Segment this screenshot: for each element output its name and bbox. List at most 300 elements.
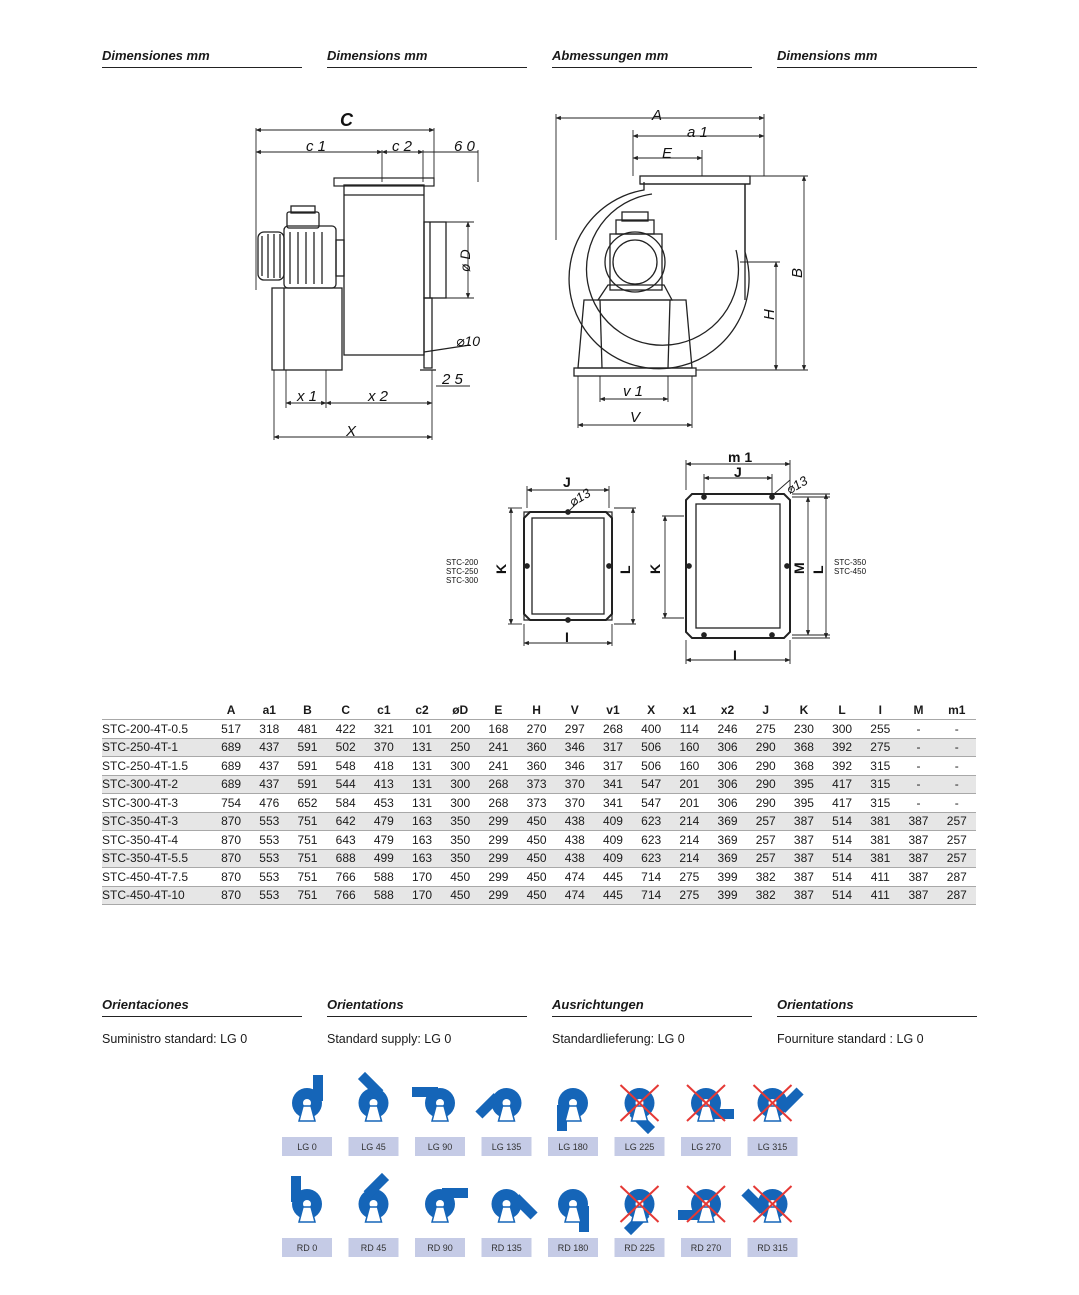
dim-label-A: A — [652, 107, 663, 124]
column-header-c2: c2 — [415, 702, 429, 717]
table-cell: 381 — [861, 831, 899, 850]
table-cell: 241 — [479, 757, 517, 776]
table-cell: 160 — [670, 738, 708, 757]
table-cell: 588 — [365, 886, 403, 905]
table-cell: 387 — [785, 831, 823, 850]
table-cell: 714 — [632, 868, 670, 887]
table-cell: 514 — [823, 886, 861, 905]
table-cell: 450 — [518, 812, 556, 831]
table-cell: 257 — [938, 812, 976, 831]
orientations-header-es: Orientaciones — [102, 997, 302, 1017]
table-cell: 502 — [327, 738, 365, 757]
table-cell: 268 — [594, 720, 632, 739]
table-cell: 623 — [632, 849, 670, 868]
table-cell: 591 — [288, 775, 326, 794]
table-cell: 445 — [594, 886, 632, 905]
column-header-I: I — [878, 702, 882, 717]
orientation-lg-180 — [548, 1088, 598, 1156]
dim-label-M-large: M — [791, 562, 807, 574]
table-cell: 506 — [632, 757, 670, 776]
table-cell: 438 — [556, 849, 594, 868]
table-cell: 870 — [212, 831, 250, 850]
table-cell: 766 — [327, 868, 365, 887]
table-cell: 417 — [823, 794, 861, 813]
dim-label-x1: x 1 — [297, 388, 318, 405]
table-cell: 514 — [823, 868, 861, 887]
table-cell: 214 — [670, 812, 708, 831]
column-header-E: E — [494, 702, 503, 717]
table-cell: 591 — [288, 738, 326, 757]
orientation-label: RD 225 — [624, 1243, 655, 1253]
orientation-label: LG 135 — [491, 1142, 522, 1152]
table-cell: 417 — [823, 775, 861, 794]
table-cell: 290 — [747, 794, 785, 813]
orientation-label: RD 180 — [557, 1243, 589, 1253]
table-cell: 300 — [441, 757, 479, 776]
table-cell: 297 — [556, 720, 594, 739]
table-row — [102, 831, 976, 850]
column-header-C: C — [341, 702, 350, 717]
table-cell: 450 — [441, 886, 479, 905]
table-cell: 553 — [250, 868, 288, 887]
side-view-dimensions — [256, 128, 481, 440]
table-cell: 321 — [365, 720, 403, 739]
table-cell: 387 — [899, 812, 937, 831]
table-cell: 450 — [441, 868, 479, 887]
dim-label-J-small: J — [563, 474, 571, 490]
table-cell: 514 — [823, 849, 861, 868]
standard-supply-es: Suministro standard: LG 0 — [102, 1032, 248, 1046]
table-cell: 474 — [556, 868, 594, 887]
orientation-rd-0 — [282, 1176, 332, 1257]
table-cell: 168 — [479, 720, 517, 739]
model-cell: STC-300-4T-2 — [102, 775, 212, 794]
flange-small-model-2: STC-250 — [446, 567, 479, 576]
flange-large-drawing — [686, 494, 790, 638]
table-cell: 299 — [479, 886, 517, 905]
table-cell: 382 — [747, 886, 785, 905]
table-cell: 409 — [594, 812, 632, 831]
orientation-label: LG 315 — [757, 1142, 788, 1152]
table-row — [102, 775, 976, 794]
dim-label-v1: v 1 — [623, 383, 644, 400]
table-cell: 506 — [632, 738, 670, 757]
table-cell: 387 — [899, 886, 937, 905]
table-cell: 413 — [365, 775, 403, 794]
table-cell: 437 — [250, 775, 288, 794]
dim-label-m1: m 1 — [728, 449, 753, 465]
model-cell: STC-300-4T-3 — [102, 794, 212, 813]
orientation-label: RD 90 — [427, 1243, 453, 1253]
table-cell: 751 — [288, 886, 326, 905]
model-cell: STC-350-4T-3 — [102, 812, 212, 831]
column-header-a1: a1 — [262, 702, 276, 717]
orientation-lg-270 — [681, 1085, 734, 1156]
table-cell: 201 — [670, 775, 708, 794]
table-cell: 387 — [899, 868, 937, 887]
table-cell: 160 — [670, 757, 708, 776]
table-cell: 714 — [632, 886, 670, 905]
column-header-øD: øD — [452, 702, 469, 717]
table-cell: 479 — [365, 812, 403, 831]
model-cell: STC-450-4T-10 — [102, 886, 212, 905]
dim-label-13-small: ⌀13 — [566, 485, 594, 510]
model-cell: STC-250-4T-1.5 — [102, 757, 212, 776]
table-row — [102, 757, 976, 776]
table-cell: 689 — [212, 775, 250, 794]
orientation-label: LG 270 — [691, 1142, 721, 1152]
table-cell: 287 — [938, 886, 976, 905]
table-cell: 481 — [288, 720, 326, 739]
dim-label-L-large: L — [810, 565, 826, 574]
table-cell: 754 — [212, 794, 250, 813]
table-cell: 200 — [441, 720, 479, 739]
table-cell: 131 — [403, 738, 441, 757]
table-cell: - — [938, 794, 976, 813]
table-cell: 131 — [403, 775, 441, 794]
dimensions-header-de: Abmessungen mm — [552, 48, 752, 68]
dim-label-60: 6 0 — [454, 138, 475, 155]
column-header-B: B — [303, 702, 312, 717]
table-cell: 257 — [747, 812, 785, 831]
column-header-v1: v1 — [606, 702, 620, 717]
table-cell: 299 — [479, 812, 517, 831]
table-cell: 341 — [594, 775, 632, 794]
table-cell: 392 — [823, 757, 861, 776]
orientation-lg-45 — [343, 1072, 398, 1156]
dim-label-V: V — [630, 409, 641, 426]
table-cell: 544 — [327, 775, 365, 794]
front-view-dimensions — [556, 114, 808, 428]
table-cell: 370 — [556, 794, 594, 813]
table-cell: 250 — [441, 738, 479, 757]
table-cell: 275 — [861, 738, 899, 757]
table-cell: 751 — [288, 812, 326, 831]
column-header-model — [102, 700, 212, 720]
table-cell: 409 — [594, 831, 632, 850]
table-cell: 399 — [708, 868, 746, 887]
table-cell: 422 — [327, 720, 365, 739]
table-cell: 275 — [670, 886, 708, 905]
table-cell: 306 — [708, 757, 746, 776]
table-cell: 399 — [708, 886, 746, 905]
table-cell: 275 — [747, 720, 785, 739]
column-header-J: J — [762, 702, 770, 717]
dim-label-B: B — [789, 267, 806, 278]
table-cell: - — [938, 757, 976, 776]
orientations-header-de: Ausrichtungen — [552, 997, 752, 1017]
table-cell: 350 — [441, 812, 479, 831]
table-cell: 300 — [441, 794, 479, 813]
orientation-label: LG 180 — [558, 1142, 588, 1152]
orientation-rd-315 — [741, 1174, 797, 1257]
standard-supply-en: Standard supply: LG 0 — [327, 1032, 452, 1046]
table-cell: 438 — [556, 831, 594, 850]
column-header-L: L — [838, 702, 846, 717]
table-cell: 214 — [670, 849, 708, 868]
table-cell: 553 — [250, 886, 288, 905]
table-cell: 553 — [250, 831, 288, 850]
table-cell: 350 — [441, 831, 479, 850]
dim-label-E: E — [662, 145, 673, 162]
dim-label-L-small: L — [617, 565, 633, 574]
table-cell: 438 — [556, 812, 594, 831]
table-cell: 474 — [556, 886, 594, 905]
column-header-m1: m1 — [948, 702, 966, 717]
table-cell: 870 — [212, 849, 250, 868]
table-cell: 870 — [212, 812, 250, 831]
table-cell: 369 — [708, 849, 746, 868]
front-view-drawing — [569, 176, 750, 376]
table-cell: 300 — [823, 720, 861, 739]
table-cell: 306 — [708, 738, 746, 757]
table-cell: 315 — [861, 757, 899, 776]
table-cell: 257 — [938, 831, 976, 850]
table-cell: 437 — [250, 757, 288, 776]
column-header-A: A — [226, 702, 236, 717]
flange-small-drawing — [524, 510, 612, 622]
table-row — [102, 794, 976, 813]
table-cell: 346 — [556, 757, 594, 776]
table-cell: 514 — [823, 812, 861, 831]
model-cell: STC-200-4T-0.5 — [102, 720, 212, 739]
dim-label-J-large: J — [734, 464, 742, 480]
table-cell: 373 — [518, 775, 556, 794]
table-cell: 341 — [594, 794, 632, 813]
table-cell: 241 — [479, 738, 517, 757]
table-cell: 299 — [479, 831, 517, 850]
dimensions-table — [102, 700, 976, 905]
orientation-grid — [0, 1070, 1079, 1270]
orientation-lg-135 — [475, 1081, 531, 1156]
column-header-V: V — [570, 702, 579, 717]
table-cell: 290 — [747, 738, 785, 757]
table-cell: 360 — [518, 757, 556, 776]
table-cell: 368 — [785, 757, 823, 776]
table-cell: 584 — [327, 794, 365, 813]
table-cell: 387 — [785, 849, 823, 868]
dimensions-header-en: Dimensions mm — [327, 48, 527, 68]
table-cell: 315 — [861, 775, 899, 794]
table-cell: 315 — [861, 794, 899, 813]
table-cell: 387 — [785, 868, 823, 887]
table-cell: 101 — [403, 720, 441, 739]
orientations-header-fr: Orientations — [777, 997, 977, 1017]
table-cell: 553 — [250, 812, 288, 831]
table-cell: 214 — [670, 831, 708, 850]
orientation-rd-90 — [415, 1188, 468, 1257]
table-cell: - — [938, 775, 976, 794]
column-header-H: H — [532, 702, 541, 717]
column-header-X: X — [647, 702, 656, 717]
orientation-lg-225 — [615, 1082, 670, 1156]
column-header-K: K — [799, 702, 809, 717]
table-cell: 170 — [403, 886, 441, 905]
table-cell: 290 — [747, 757, 785, 776]
table-cell: 257 — [747, 831, 785, 850]
table-cell: 387 — [785, 812, 823, 831]
orientation-rd-45 — [349, 1173, 404, 1257]
table-cell: - — [899, 720, 937, 739]
table-cell: 387 — [899, 831, 937, 850]
table-cell: - — [899, 738, 937, 757]
table-cell: 299 — [479, 849, 517, 868]
table-cell: 306 — [708, 775, 746, 794]
table-header-row — [102, 700, 976, 720]
dim-label-I-large: I — [733, 647, 737, 663]
table-cell: 163 — [403, 812, 441, 831]
dim-label-K-small: K — [493, 563, 509, 574]
orientations-header-en: Orientations — [327, 997, 527, 1017]
table-row — [102, 738, 976, 757]
table-cell: 360 — [518, 738, 556, 757]
table-cell: 131 — [403, 794, 441, 813]
table-cell: - — [899, 757, 937, 776]
table-cell: 395 — [785, 794, 823, 813]
table-cell: 517 — [212, 720, 250, 739]
table-cell: 623 — [632, 831, 670, 850]
table-cell: 163 — [403, 849, 441, 868]
table-cell: 450 — [518, 831, 556, 850]
table-cell: 450 — [518, 886, 556, 905]
table-cell: 317 — [594, 738, 632, 757]
table-cell: 170 — [403, 868, 441, 887]
orientation-label: LG 225 — [624, 1142, 655, 1152]
dim-label-H: H — [761, 309, 778, 320]
table-cell: 387 — [899, 849, 937, 868]
column-header-c1: c1 — [377, 702, 391, 717]
table-cell: 588 — [365, 868, 403, 887]
table-cell: 114 — [670, 720, 708, 739]
table-cell: 369 — [708, 812, 746, 831]
table-cell: 318 — [250, 720, 288, 739]
table-cell: 751 — [288, 849, 326, 868]
table-cell: 300 — [441, 775, 479, 794]
dim-label-X: X — [346, 423, 357, 440]
table-cell: 751 — [288, 868, 326, 887]
orientation-label: RD 270 — [690, 1243, 722, 1253]
dim-label-c1: c 1 — [306, 138, 327, 155]
table-cell: 230 — [785, 720, 823, 739]
orientation-label: LG 45 — [361, 1142, 386, 1152]
table-cell: 350 — [441, 849, 479, 868]
table-cell: 257 — [747, 849, 785, 868]
table-row — [102, 720, 976, 739]
table-cell: 642 — [327, 812, 365, 831]
table-cell: 299 — [479, 868, 517, 887]
table-cell: 643 — [327, 831, 365, 850]
table-row — [102, 812, 976, 831]
table-cell: 381 — [861, 812, 899, 831]
table-cell: - — [899, 794, 937, 813]
orientation-rd-270 — [678, 1186, 731, 1257]
table-cell: 766 — [327, 886, 365, 905]
table-cell: 131 — [403, 757, 441, 776]
table-cell: 514 — [823, 831, 861, 850]
dim-label-a1: a 1 — [687, 124, 708, 141]
table-cell: 317 — [594, 757, 632, 776]
table-cell: 591 — [288, 757, 326, 776]
dim-label-13-large: ⌀13 — [783, 472, 811, 498]
table-cell: 547 — [632, 794, 670, 813]
table-cell: 548 — [327, 757, 365, 776]
table-cell: 689 — [212, 757, 250, 776]
column-header-x1: x1 — [682, 702, 697, 717]
flange-small-model-1: STC-200 — [446, 558, 479, 567]
table-cell: 450 — [518, 868, 556, 887]
table-cell: 411 — [861, 886, 899, 905]
table-cell: 387 — [785, 886, 823, 905]
table-cell: 201 — [670, 794, 708, 813]
table-cell: 270 — [518, 720, 556, 739]
table-cell: 163 — [403, 831, 441, 850]
table-cell: 370 — [556, 775, 594, 794]
column-header-M: M — [913, 702, 924, 717]
model-cell: STC-350-4T-5.5 — [102, 849, 212, 868]
table-cell: 368 — [785, 738, 823, 757]
table-cell: 476 — [250, 794, 288, 813]
flange-large-model-1: STC-350 — [834, 558, 867, 567]
orientation-label: LG 0 — [297, 1142, 317, 1152]
dim-label-25: 2 5 — [442, 371, 463, 388]
table-cell: 382 — [747, 868, 785, 887]
table-cell: 870 — [212, 886, 250, 905]
table-cell: 688 — [327, 849, 365, 868]
dim-label-10: ⌀10 — [456, 333, 481, 349]
table-cell: 275 — [670, 868, 708, 887]
table-cell: 652 — [288, 794, 326, 813]
column-header-x2: x2 — [720, 702, 735, 717]
flange-large-model-2: STC-450 — [834, 567, 867, 576]
table-cell: 373 — [518, 794, 556, 813]
table-cell: 479 — [365, 831, 403, 850]
orientation-label: RD 315 — [757, 1243, 788, 1253]
table-row — [102, 868, 976, 887]
orientation-rd-135 — [482, 1182, 538, 1257]
orientation-rd-225 — [609, 1183, 664, 1257]
model-cell: STC-250-4T-1 — [102, 738, 212, 757]
table-row — [102, 849, 976, 868]
orientation-rd-180 — [548, 1189, 598, 1257]
table-cell: 370 — [365, 738, 403, 757]
orientation-label: RD 0 — [296, 1243, 318, 1253]
table-cell: 346 — [556, 738, 594, 757]
table-cell: 306 — [708, 794, 746, 813]
table-cell: 268 — [479, 794, 517, 813]
dim-label-D: ø D — [457, 249, 473, 272]
dim-label-C: C — [340, 110, 353, 130]
table-cell: 418 — [365, 757, 403, 776]
table-cell: 450 — [518, 849, 556, 868]
orientation-label: RD 45 — [360, 1243, 387, 1253]
table-cell: 255 — [861, 720, 899, 739]
table-cell: 268 — [479, 775, 517, 794]
table-row — [102, 886, 976, 905]
table-cell: 257 — [938, 849, 976, 868]
table-cell: 689 — [212, 738, 250, 757]
table-cell: 381 — [861, 849, 899, 868]
table-cell: 400 — [632, 720, 670, 739]
table-cell: 553 — [250, 849, 288, 868]
table-cell: 246 — [708, 720, 746, 739]
table-cell: 547 — [632, 775, 670, 794]
table-cell: 751 — [288, 831, 326, 850]
flange-small-model-3: STC-300 — [446, 576, 479, 585]
table-cell: 870 — [212, 868, 250, 887]
model-cell: STC-350-4T-4 — [102, 831, 212, 850]
table-cell: 445 — [594, 868, 632, 887]
table-cell: 409 — [594, 849, 632, 868]
